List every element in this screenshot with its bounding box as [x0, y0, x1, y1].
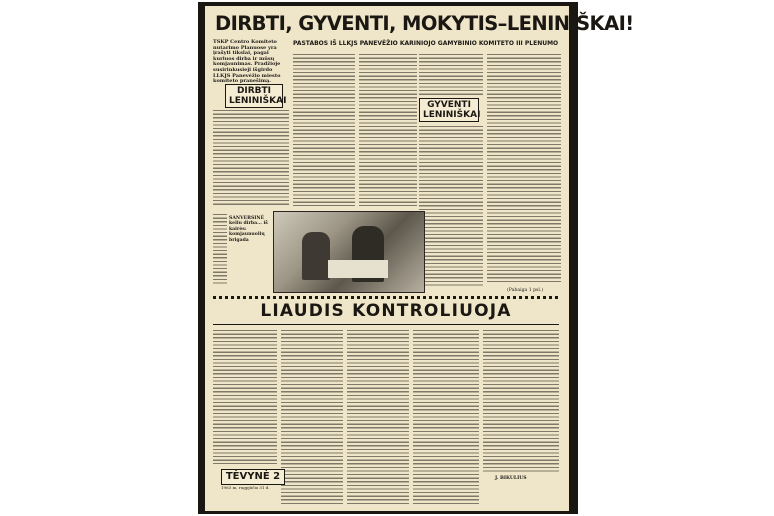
- lower-column-5: [483, 330, 559, 472]
- lead-paragraph: TSKP Centro Komiteto nutarimo Planuose yra įrašyti tikslai, pagal kuriuos dirba ir mūsų komjaunimas. Pradžioje susirinkusieji išgirdo LLKJS Panevėžio miesto komiteto pranešimą.: [213, 39, 281, 85]
- text-column-3: [359, 54, 417, 206]
- masthead-date: 1963 m. rugpjūčio 31 d.: [221, 485, 270, 490]
- box-title-dirbti: DIRBTI LENINIŠKAI: [225, 84, 283, 108]
- section-rule-bottom: [213, 324, 559, 325]
- section-title: LIAUDIS KONTROLIUOJA: [260, 301, 512, 321]
- section-rule-top: [213, 296, 559, 299]
- text-column-4: [419, 126, 483, 286]
- signature: (Pabaiga 1 psl.): [507, 288, 544, 293]
- subheadline: PASTABOS IŠ LLKJS PANEVĖŽIO KARINIOJO GAMYBINIO KOMITETO III PLENUMO: [293, 40, 559, 47]
- byline: J. BIKULIUS: [495, 476, 527, 481]
- lower-column-1: [213, 330, 277, 464]
- masthead-logo: TĖVYNĖ 2: [221, 469, 285, 485]
- text-column-4-top: [419, 54, 483, 96]
- text-column-photo-side: [213, 214, 227, 284]
- lower-column-2: [281, 330, 343, 506]
- newspaper-page: [205, 6, 634, 511]
- text-column-2: [293, 54, 355, 206]
- box-title-gyventi: GYVENTI LENINIŠKAI: [419, 98, 479, 122]
- lower-column-4: [413, 330, 479, 506]
- photo-caption: SANVERSINĖ keliu dirba... iš kairės: komjaunuolių brigada: [229, 216, 268, 243]
- news-photo: [273, 211, 425, 293]
- lower-column-3: [347, 330, 409, 506]
- main-headline: DIRBTI, GYVENTI, MOKYTIS–LENINIŠKAI!: [215, 12, 634, 35]
- text-column-5: [487, 54, 561, 284]
- text-column-1: [213, 110, 289, 206]
